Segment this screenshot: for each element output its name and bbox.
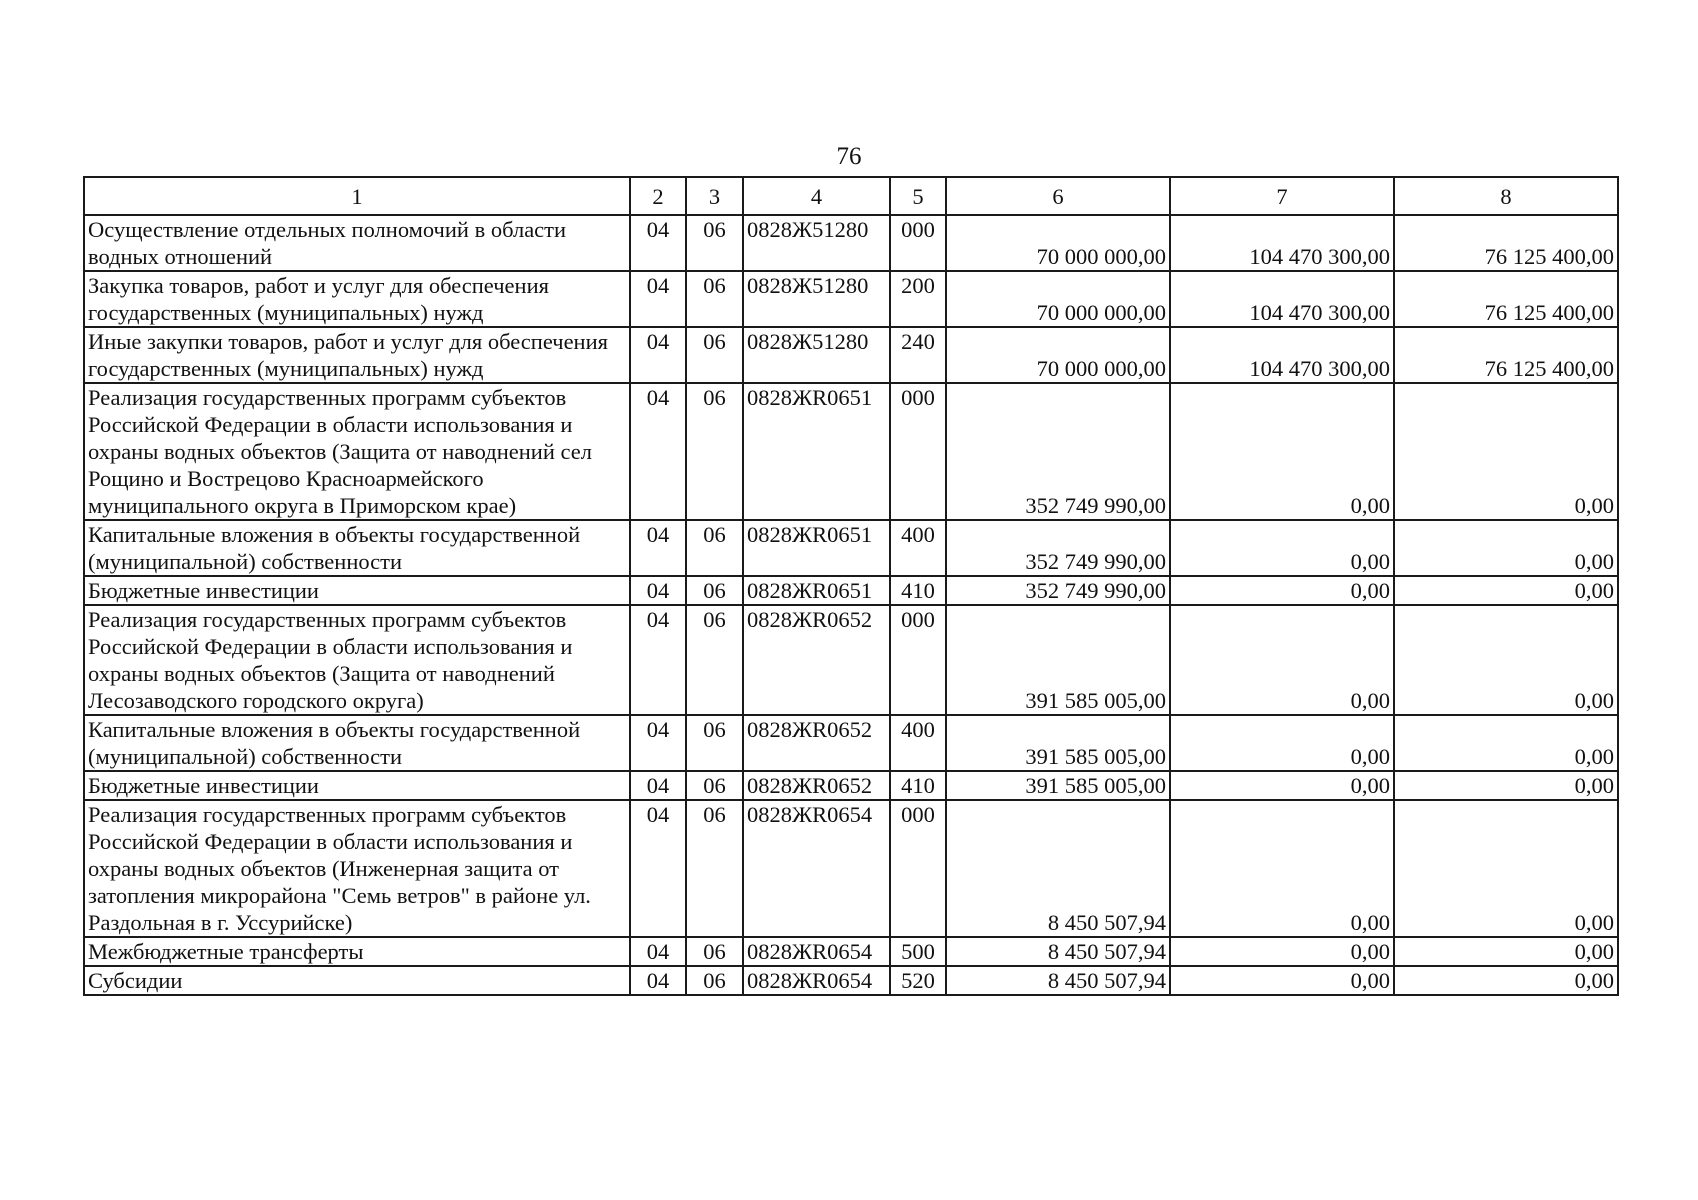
expense-type-code: 200 <box>890 271 946 327</box>
column-header-3: 3 <box>686 177 743 215</box>
column-header-7: 7 <box>1170 177 1394 215</box>
section-code: 04 <box>630 383 686 520</box>
amount-col-7: 0,00 <box>1170 771 1394 800</box>
table-row <box>84 327 1618 383</box>
subsection-code: 06 <box>686 605 743 715</box>
amount-col-8: 0,00 <box>1394 771 1618 800</box>
target-article-code: 0828ЖR0652 <box>743 605 890 715</box>
subsection-code: 06 <box>686 715 743 771</box>
expense-type-code: 000 <box>890 605 946 715</box>
amount-col-8: 0,00 <box>1394 520 1618 576</box>
table-row <box>84 605 1618 715</box>
table-row <box>84 715 1618 771</box>
table-row <box>84 215 1618 271</box>
subsection-code: 06 <box>686 800 743 937</box>
amount-col-8: 76 125 400,00 <box>1394 327 1618 383</box>
target-article-code: 0828Ж51280 <box>743 327 890 383</box>
subsection-code: 06 <box>686 937 743 966</box>
section-code: 04 <box>630 605 686 715</box>
expense-type-code: 000 <box>890 215 946 271</box>
amount-col-8: 76 125 400,00 <box>1394 215 1618 271</box>
header-row <box>84 177 1618 215</box>
target-article-code: 0828Ж51280 <box>743 271 890 327</box>
target-article-code: 0828ЖR0652 <box>743 715 890 771</box>
amount-col-6: 8 450 507,94 <box>946 966 1170 995</box>
row-name: Бюджетные инвестиции <box>84 576 630 605</box>
expense-type-code: 000 <box>890 383 946 520</box>
amount-col-7: 0,00 <box>1170 937 1394 966</box>
target-article-code: 0828ЖR0651 <box>743 520 890 576</box>
subsection-code: 06 <box>686 520 743 576</box>
amount-col-6: 352 749 990,00 <box>946 520 1170 576</box>
amount-col-7: 0,00 <box>1170 715 1394 771</box>
target-article-code: 0828ЖR0654 <box>743 800 890 937</box>
row-name: Реализация государственных программ субъектов Российской Федерации в области использования и охраны водных объектов (Защита от наводнений Лесозаводского городского округа) <box>84 605 630 715</box>
expense-type-code: 400 <box>890 715 946 771</box>
amount-col-7: 104 470 300,00 <box>1170 327 1394 383</box>
amount-col-6: 70 000 000,00 <box>946 271 1170 327</box>
page-number: 76 <box>836 143 862 170</box>
amount-col-8: 0,00 <box>1394 800 1618 937</box>
table-row <box>84 937 1618 966</box>
target-article-code: 0828ЖR0651 <box>743 383 890 520</box>
section-code: 04 <box>630 215 686 271</box>
amount-col-7: 0,00 <box>1170 576 1394 605</box>
row-name: Капитальные вложения в объекты государственной (муниципальной) собственности <box>84 715 630 771</box>
subsection-code: 06 <box>686 215 743 271</box>
amount-col-8: 0,00 <box>1394 605 1618 715</box>
section-code: 04 <box>630 271 686 327</box>
amount-col-6: 391 585 005,00 <box>946 715 1170 771</box>
section-code: 04 <box>630 327 686 383</box>
row-name: Межбюджетные трансферты <box>84 937 630 966</box>
subsection-code: 06 <box>686 771 743 800</box>
amount-col-6: 70 000 000,00 <box>946 327 1170 383</box>
amount-col-6: 8 450 507,94 <box>946 937 1170 966</box>
budget-table <box>83 176 1619 996</box>
amount-col-7: 0,00 <box>1170 383 1394 520</box>
row-name: Бюджетные инвестиции <box>84 771 630 800</box>
column-header-1: 1 <box>84 177 630 215</box>
column-header-5: 5 <box>890 177 946 215</box>
target-article-code: 0828Ж51280 <box>743 215 890 271</box>
target-article-code: 0828ЖR0652 <box>743 771 890 800</box>
amount-col-7: 0,00 <box>1170 800 1394 937</box>
amount-col-6: 391 585 005,00 <box>946 771 1170 800</box>
amount-col-8: 0,00 <box>1394 383 1618 520</box>
section-code: 04 <box>630 966 686 995</box>
section-code: 04 <box>630 771 686 800</box>
row-name: Реализация государственных программ субъектов Российской Федерации в области использования и охраны водных объектов (Инженерная защита от затопления микрорайона "Семь ветров" в районе ул. Раздольная в г. Уссурийске) <box>84 800 630 937</box>
subsection-code: 06 <box>686 271 743 327</box>
section-code: 04 <box>630 800 686 937</box>
table-row <box>84 800 1618 937</box>
column-header-8: 8 <box>1394 177 1618 215</box>
section-code: 04 <box>630 576 686 605</box>
amount-col-6: 352 749 990,00 <box>946 576 1170 605</box>
amount-col-7: 0,00 <box>1170 966 1394 995</box>
row-name: Закупка товаров, работ и услуг для обеспечения государственных (муниципальных) нужд <box>84 271 630 327</box>
expense-type-code: 410 <box>890 771 946 800</box>
amount-col-6: 8 450 507,94 <box>946 800 1170 937</box>
amount-col-8: 0,00 <box>1394 966 1618 995</box>
subsection-code: 06 <box>686 383 743 520</box>
expense-type-code: 240 <box>890 327 946 383</box>
expense-type-code: 410 <box>890 576 946 605</box>
table-row <box>84 520 1618 576</box>
row-name: Осуществление отдельных полномочий в области водных отношений <box>84 215 630 271</box>
amount-col-8: 0,00 <box>1394 715 1618 771</box>
section-code: 04 <box>630 715 686 771</box>
row-name: Капитальные вложения в объекты государственной (муниципальной) собственности <box>84 520 630 576</box>
table-row <box>84 271 1618 327</box>
section-code: 04 <box>630 520 686 576</box>
subsection-code: 06 <box>686 966 743 995</box>
expense-type-code: 500 <box>890 937 946 966</box>
table-row <box>84 771 1618 800</box>
amount-col-8: 0,00 <box>1394 576 1618 605</box>
row-name: Реализация государственных программ субъектов Российской Федерации в области использования и охраны водных объектов (Защита от наводнений сел Рощино и Вострецово Красноармейского муниципального округа в Приморском крае) <box>84 383 630 520</box>
column-header-4: 4 <box>743 177 890 215</box>
expense-type-code: 520 <box>890 966 946 995</box>
row-name: Иные закупки товаров, работ и услуг для обеспечения государственных (муниципальных) нужд <box>84 327 630 383</box>
amount-col-8: 0,00 <box>1394 937 1618 966</box>
table-row <box>84 966 1618 995</box>
section-code: 04 <box>630 937 686 966</box>
subsection-code: 06 <box>686 576 743 605</box>
column-header-6: 6 <box>946 177 1170 215</box>
row-name: Субсидии <box>84 966 630 995</box>
expense-type-code: 400 <box>890 520 946 576</box>
amount-col-7: 0,00 <box>1170 605 1394 715</box>
target-article-code: 0828ЖR0654 <box>743 966 890 995</box>
target-article-code: 0828ЖR0651 <box>743 576 890 605</box>
expense-type-code: 000 <box>890 800 946 937</box>
column-header-2: 2 <box>630 177 686 215</box>
amount-col-7: 104 470 300,00 <box>1170 215 1394 271</box>
subsection-code: 06 <box>686 327 743 383</box>
target-article-code: 0828ЖR0654 <box>743 937 890 966</box>
amount-col-6: 352 749 990,00 <box>946 383 1170 520</box>
amount-col-7: 104 470 300,00 <box>1170 271 1394 327</box>
amount-col-8: 76 125 400,00 <box>1394 271 1618 327</box>
table-row <box>84 576 1618 605</box>
table-row <box>84 383 1618 520</box>
amount-col-6: 70 000 000,00 <box>946 215 1170 271</box>
amount-col-6: 391 585 005,00 <box>946 605 1170 715</box>
amount-col-7: 0,00 <box>1170 520 1394 576</box>
